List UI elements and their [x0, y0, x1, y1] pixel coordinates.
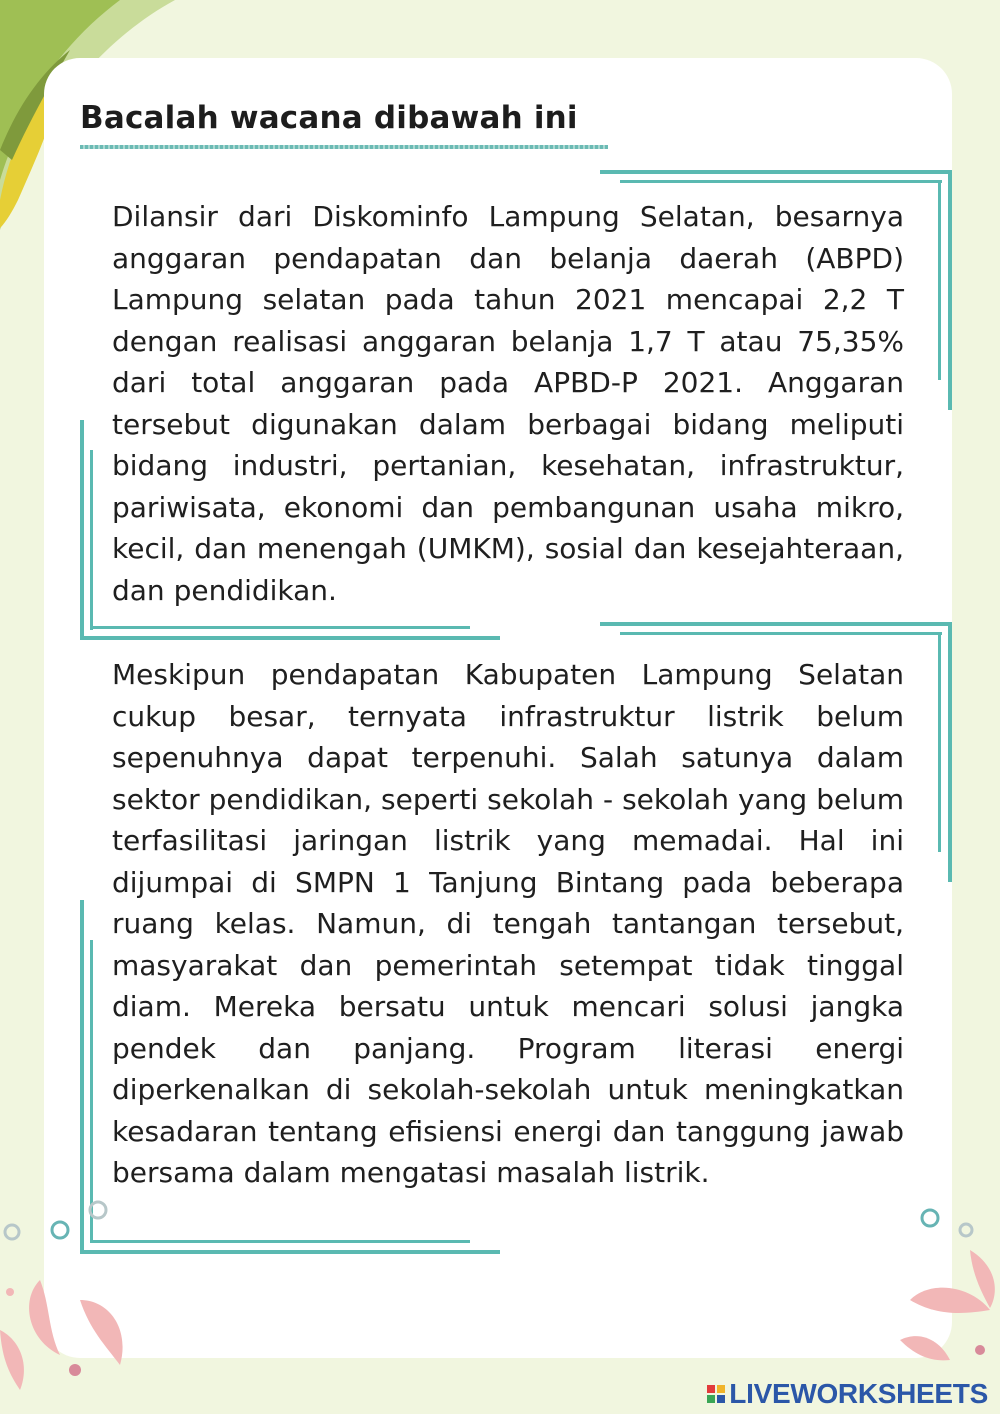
liveworksheets-logo: [707, 1378, 988, 1410]
bottom-left-flower-decoration: [0, 1180, 200, 1414]
paragraph-1: Dilansir dari Diskominfo Lampung Selatan, besarnya anggaran pendapatan dan belanja daerah (ABPD) Lampung selatan pada tahun 2021 mencapai 2,2 T dengan realisasi anggaran belanja 1,7 T atau 75,35% dari total anggaran pada APBD-P 2021. Anggaran tersebut digunakan dalam berbagai bidang meliputi bidang industri, pertanian, kesehatan, infrastruktur, pariwisata, ekonomi dan pembangunan usaha mikro, kecil, dan menengah (UMKM), sosial dan kesejahteraan, dan pendidikan.: [112, 200, 904, 607]
heading-underline: [80, 145, 608, 149]
bottom-right-flower-decoration: [880, 1190, 1000, 1380]
page-heading: Bacalah wacana dibawah ini: [80, 100, 578, 136]
logo-text: LIVEWORKSHEETS: [729, 1378, 988, 1409]
liveworksheets-logo-icon: [707, 1385, 725, 1403]
paragraph-2: Meskipun pendapatan Kabupaten Lampung Selatan cukup besar, ternyata infrastruktur listrik belum sepenuhnya dapat terpenuhi. Salah satunya dalam sektor pendidikan, seperti sekolah - sekolah yang belum terfasilitasi jaringan listrik yang memadai. Hal ini dijumpai di SMPN 1 Tanjung Bintang pada beberapa ruang kelas. Namun, di tengah tantangan tersebut, masyarakat dan pemerintah setempat tidak tinggal diam. Mereka bersatu untuk mencari solusi jangka pendek dan panjang. Program literasi energi diperkenalkan di sekolah-sekolah untuk meningkatkan kesadaran tentang efisiensi energi dan tanggung jawab bersama dalam mengatasi masalah listrik.: [112, 658, 904, 1189]
